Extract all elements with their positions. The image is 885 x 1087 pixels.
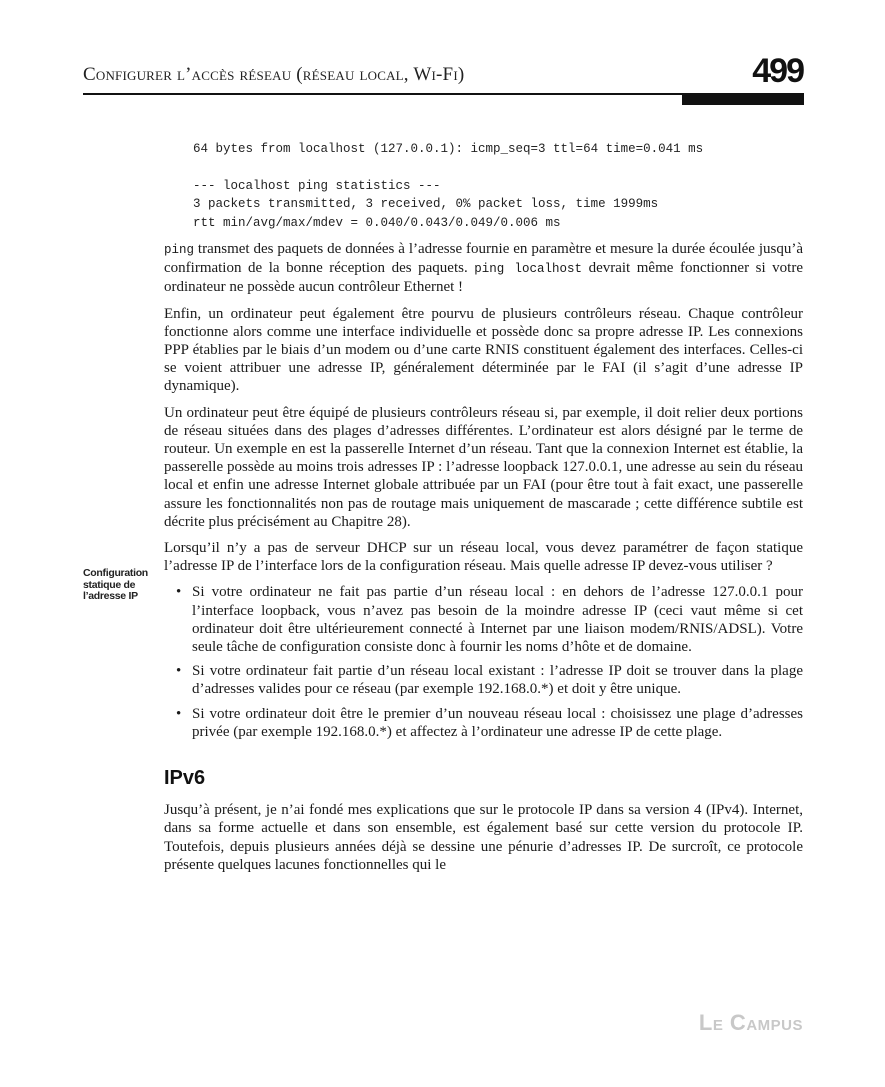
list-item — [176, 662, 803, 698]
page-number: 499 — [752, 52, 803, 90]
margin-note: Configuration statique de l’adresse IP — [83, 567, 148, 602]
inline-code: ping — [164, 243, 195, 257]
list-item-text: Si votre ordinateur fait partie d’un réseau local existant : l’adresse IP doit se trouver dans la plage d’adresses valides pour ce réseau (par exemple 192.168.0.*) et doit y être unique. — [192, 663, 803, 698]
paragraph: Un ordinateur peut être équipé de plusieurs contrôleurs réseau si, par exemple, il doit relier deux portions de réseau situées dans des plages d’adresses différentes. L’ordinateur est alors désigné par le terme de routeur. Un exemple en est la passerelle Internet d’un réseau. Tant que la connexion Internet est établie, la passerelle possède au moins trois adresses IP : l’adresse loopback 127.0.0.1, une adresse au sein du réseau local et enfin une adresse Internet globale attribuée par un FAI (pour être tout à fait exact, une passerelle assure les fonctionnalités non pas de routage mais uniquement de mascarade ; cette différence subtile est décrite plus précisément au Chapitre 28). — [164, 404, 803, 530]
code-line: rtt min/avg/max/mdev = 0.040/0.043/0.049/0.006 ms — [193, 215, 561, 230]
bullet-icon: • — [176, 584, 182, 601]
publisher-logo: Le Campus — [698, 1010, 803, 1035]
list-item-text: Si votre ordinateur doit être le premier d’un nouveau réseau local : choisissez une plage d’adresses privée (par exemple 192.168.0.*) et affectez à l’ordinateur une adresse IP de cette plage. — [192, 705, 803, 740]
code-line: --- localhost ping statistics --- — [193, 178, 441, 193]
list-item-text: Si votre ordinateur ne fait pas partie d’un réseau local : en dehors de l’adresse 127.0.0.1 pour l’interface loopback, vous n’avez pas besoin de la moindre adresse IP (ceci vaut même si cet ordinateur doit être ultérieurement connecté à Internet par une liaison modem/RNIS/ADSL). Votre seule tâche de configuration consiste donc à fournir les noms d’hôte et de domaine. — [192, 584, 803, 656]
list-item — [176, 705, 803, 741]
paragraph-text: devrait même fonctionner si votre ordinateur ne possède aucun contrôleur Ethernet ! — [164, 260, 803, 296]
bullet-icon: • — [176, 663, 182, 680]
list-item — [176, 583, 803, 656]
code-line: 64 bytes from localhost (127.0.0.1): icmp_seq=3 ttl=64 time=0.041 ms — [193, 142, 704, 156]
code-spacer — [193, 159, 703, 177]
paragraph — [164, 240, 803, 297]
section-heading: IPv6 — [164, 767, 206, 790]
inline-code: ping localhost — [474, 262, 583, 277]
paragraph: Enfin, un ordinateur peut également être pourvu de plusieurs contrôleurs réseau. Chaque contrôleur fonctionne alors comme une interface individuelle et possède donc sa propre adresse IP. Les connexions PPP établies par le biais d’un modem ou d’une carte RNIS constituent également des interfaces. Celles-ci se voient attribuer une adresse IP, généralement déterminée par le FAI (il s’agit d’une adresse IP dynamique). — [164, 305, 803, 395]
code-listing — [193, 140, 703, 232]
paragraph-text: transmet des paquets de données à l’adresse fournie en paramètre et mesure la durée écoulée jusqu’à confirmation de la bonne réception des paquets. — [164, 241, 803, 277]
code-line: 3 packets transmitted, 3 received, 0% packet loss, time 1999ms — [193, 197, 659, 211]
bullet-list — [164, 583, 803, 741]
paragraph: Jusqu’à présent, je n’ai fondé mes explications que sur le protocole IP dans sa version 4 (IPv4). Internet, dans sa forme actuelle et dans son ensemble, est également basé sur cette version du protocole IP. Toutefois, depuis plusieurs années déjà se dessine une pénurie d’adresses IP. De surcroît, ce protocole présente quelques lacunes fonctionnelles qui le — [164, 802, 803, 873]
main-text — [164, 240, 803, 882]
paragraph: Lorsqu’il n’y a pas de serveur DHCP sur un réseau local, vous devez paramétrer de façon statique l’adresse IP de l’interface lors de la configuration réseau. Mais quelle adresse IP devez-vous utiliser ? — [164, 540, 803, 575]
running-header-title: Configurer l’accès réseau (réseau local, Wi-Fi) — [83, 64, 465, 85]
header-rule-block — [682, 93, 804, 105]
bullet-icon: • — [176, 705, 182, 722]
